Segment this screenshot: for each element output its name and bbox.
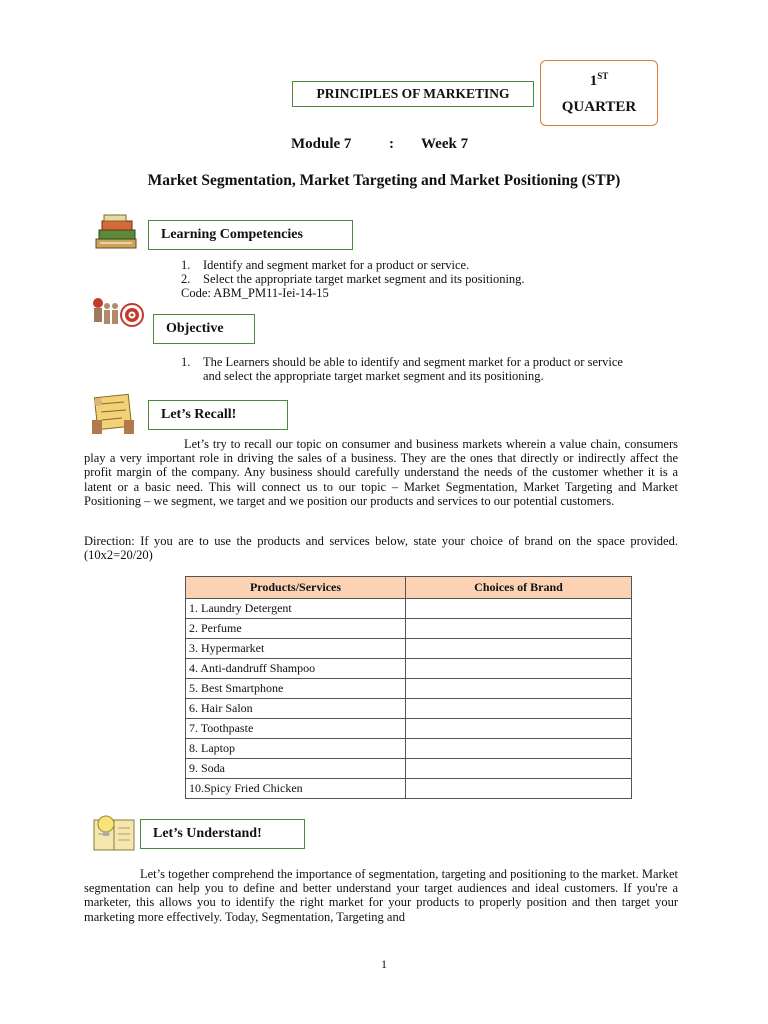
target-people-icon — [88, 295, 146, 335]
understand-paragraph: Let’s together comprehend the importance of segmentation, targeting and positioning to the market. Market segmentation can help you to define and better understand your target audiences and ideal customers. If you're a marketer, this allows you to identify the right market for your products to properly position and then target your marketing more effectively. Today, Segmentation, Targeting and — [84, 867, 678, 924]
product-cell: 4. Anti-dandruff Shampoo — [186, 659, 406, 679]
lightbulb-book-icon — [88, 812, 140, 856]
table-row — [186, 619, 632, 639]
learning-competencies-heading: Learning Competencies — [148, 220, 353, 250]
list-item-continued: and select the appropriate target market segment and its positioning. — [203, 369, 544, 383]
brand-table — [185, 576, 632, 799]
page-number: 1 — [381, 957, 387, 971]
quarter-number: 1ST — [589, 71, 609, 89]
week-label: Week 7 — [421, 136, 469, 152]
product-cell: 1. Laundry Detergent — [186, 599, 406, 619]
product-cell: 8. Laptop — [186, 739, 406, 759]
page-title: Market Segmentation, Market Targeting and Market Positioning (STP) — [147, 172, 621, 189]
lets-recall-heading: Let’s Recall! — [148, 400, 288, 430]
product-cell: 10.Spicy Fried Chicken — [186, 779, 406, 799]
brand-answer-cell[interactable] — [406, 679, 632, 699]
table-row — [186, 639, 632, 659]
list-item: Identify and segment market for a product or service. — [203, 258, 470, 272]
table-header-row — [186, 577, 632, 599]
column-header-products: Products/Services — [186, 577, 406, 599]
quarter-label: QUARTER — [561, 99, 637, 115]
product-cell: 6. Hair Salon — [186, 699, 406, 719]
list-item: Select the appropriate target market segment and its positioning. — [203, 272, 525, 286]
direction-text: Direction: If you are to use the products and services below, state your choice of brand on the space provided. (10x2=20/20) — [84, 534, 678, 563]
product-cell: 7. Toothpaste — [186, 719, 406, 739]
product-cell: 3. Hypermarket — [186, 639, 406, 659]
brand-answer-cell[interactable] — [406, 739, 632, 759]
brand-answer-cell[interactable] — [406, 639, 632, 659]
recall-paragraph: Let’s try to recall our topic on consumer and business markets wherein a value chain, consumers play a very important role in driving the sales of a business. They are the ones that directly or indirectly affect the profit margin of the company. Any business should carefully understand the needs of the customer whether it is a latent or a basic need. This will connect us to our topic – Market Segmentation, Market Targeting and Market Positioning – we segment, we target and we position our products and services to our potential customers. — [84, 437, 678, 508]
list-number: 1. — [181, 258, 191, 272]
brand-answer-cell[interactable] — [406, 659, 632, 679]
competency-code: Code: ABM_PM11-Iei-14-15 — [181, 286, 329, 300]
product-cell: 2. Perfume — [186, 619, 406, 639]
objective-heading: Objective — [153, 314, 255, 344]
quarter-badge — [540, 60, 658, 126]
brand-answer-cell[interactable] — [406, 619, 632, 639]
brand-answer-cell[interactable] — [406, 599, 632, 619]
column-header-brand: Choices of Brand — [406, 577, 632, 599]
map-person-icon — [88, 390, 138, 438]
table-row — [186, 599, 632, 619]
lets-understand-heading: Let’s Understand! — [140, 819, 305, 849]
table-row — [186, 759, 632, 779]
product-cell: 9. Soda — [186, 759, 406, 779]
brand-answer-cell[interactable] — [406, 719, 632, 739]
objective-list — [0, 355, 768, 385]
subject-title: PRINCIPLES OF MARKETING — [292, 81, 534, 107]
books-icon — [92, 213, 142, 253]
table-row — [186, 679, 632, 699]
table-row — [186, 659, 632, 679]
module-separator: : — [389, 136, 394, 152]
table-row — [186, 699, 632, 719]
table-row — [186, 719, 632, 739]
list-item: The Learners should be able to identify and segment market for a product or service — [203, 355, 623, 369]
table-row — [186, 779, 632, 799]
list-number: 2. — [181, 272, 191, 286]
competencies-list — [0, 258, 768, 288]
table-row — [186, 739, 632, 759]
list-number: 1. — [181, 355, 191, 369]
brand-answer-cell[interactable] — [406, 699, 632, 719]
product-cell: 5. Best Smartphone — [186, 679, 406, 699]
brand-answer-cell[interactable] — [406, 759, 632, 779]
module-label: Module 7 — [291, 136, 352, 152]
brand-answer-cell[interactable] — [406, 779, 632, 799]
